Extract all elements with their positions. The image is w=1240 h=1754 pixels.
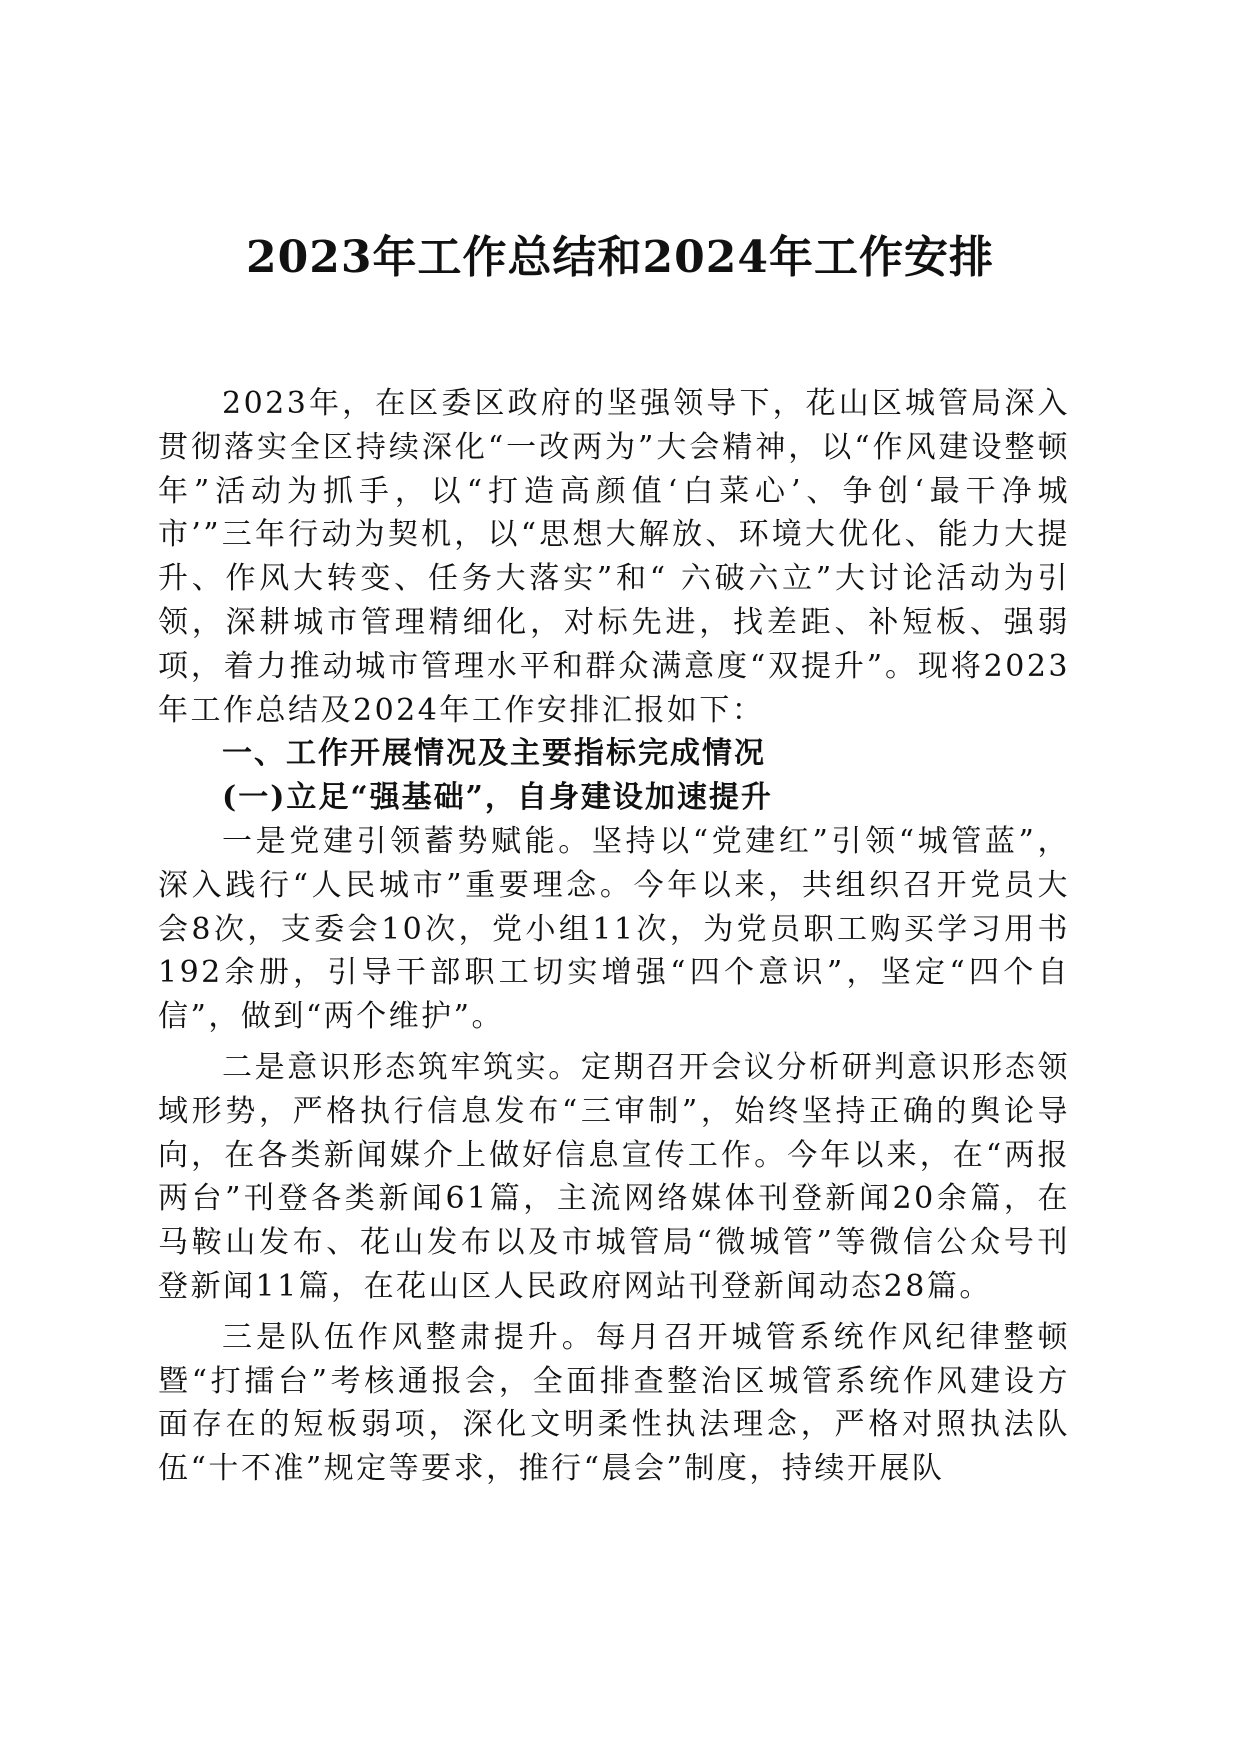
paragraph-party-building: 一是党建引领蓄势赋能。坚持以“党建红”引领“城管蓝”，深入践行“人民城市”重要理念。今年以来，共组织召开党员大会8次，支委会10次，党小组11次，为党员职工购买学习用书192余册，引导干部职工切实增强“四个意识”，坚定“四个自信”，做到“两个维护”。 [158, 823, 1070, 1035]
paragraph-team-conduct: 三是队伍作风整肃提升。每月召开城管系统作风纪律整顿暨“打擂台”考核通报会，全面排查整治区城管系统作风建设方面存在的短板弱项，深化文明柔性执法理念，严格对照执法队伍“十不准”规定等要求，推行“晨会”制度，持续开展队 [158, 1319, 1070, 1487]
document-body [158, 382, 1070, 1491]
section-heading-1: 一、工作开展情况及主要指标完成情况 [222, 736, 766, 772]
subsection-heading-1: (一)立足“强基础”，自身建设加速提升 [222, 780, 773, 816]
document-title: 2023年工作总结和2024年工作安排 [246, 232, 994, 283]
paragraph-ideology: 二是意识形态筑牢筑实。定期召开会议分析研判意识形态领域形势，严格执行信息发布“三审制”，始终坚持正确的舆论导向，在各类新闻媒介上做好信息宣传工作。今年以来，在“两报两台”刊登各类新闻61篇，主流网络媒体刊登新闻20余篇，在马鞍山发布、花山发布以及市城管局“微城管”等微信公众号刊登新闻11篇，在花山区人民政府网站刊登新闻动态28篇。 [158, 1049, 1070, 1304]
paragraph-intro: 2023年，在区委区政府的坚强领导下，花山区城管局深入贯彻落实全区持续深化“一改两为”大会精神，以“作风建设整顿年”活动为抓手，以“打造高颜值‘白菜心’、争创‘最干净城市’”三年行动为契机，以“思想大解放、环境大优化、能力大提升、作风大转变、任务大落实”和“ 六破六立”大讨论活动为引领，深耕城市管理精细化，对标先进，找差距、补短板、强弱项，着力推动城市管理水平和群众满意度“双提升”。现将2023年工作总结及2024年工作安排汇报如下： [158, 386, 1070, 728]
